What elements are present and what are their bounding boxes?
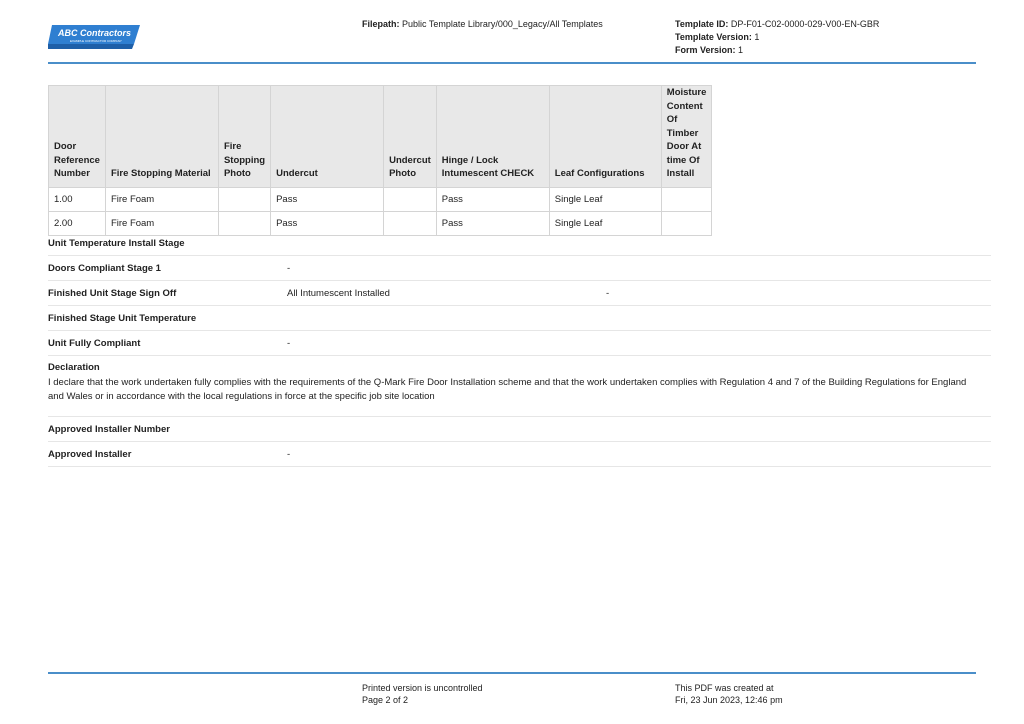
field-doors-compliant — [48, 256, 991, 281]
template-version-label: Template Version: — [675, 32, 752, 42]
form-version-label: Form Version: — [675, 45, 736, 55]
field-label: Doors Compliant Stage 1 — [48, 263, 161, 274]
door-table — [48, 85, 712, 236]
cell: Pass — [271, 211, 384, 235]
template-id-label: Template ID: — [675, 19, 729, 29]
cell: Fire Foam — [105, 211, 218, 235]
table-header-row — [49, 86, 712, 188]
logo-subtext: EXAMPLE CONTRACTOR COMPANY — [70, 39, 122, 43]
field-value: - — [287, 338, 291, 349]
field-label: Finished Unit Stage Sign Off — [48, 288, 177, 299]
col-undercut: Undercut — [271, 86, 384, 188]
template-version-value: 1 — [754, 32, 760, 42]
field-value: All Intumescent Installed — [287, 288, 390, 299]
footer-right-info — [675, 682, 783, 706]
field-installer-number — [48, 417, 991, 442]
header-divider — [48, 62, 976, 64]
cell: Pass — [436, 211, 549, 235]
page-number: Page 2 of 2 — [362, 695, 409, 705]
col-fire-stopping-material: Fire Stopping Material — [105, 86, 218, 188]
declaration-text: I declare that the work undertaken fully complies with the requirements of the Q-Mark Fire Door Installation scheme and that the work undertaken complies with Regulation 4 and 7 of the Building Regulations for England and Wales or in accordance with the local regulations in force at the specific job site location — [48, 377, 967, 402]
field-value: - — [287, 449, 291, 460]
cell: 2.00 — [49, 211, 106, 235]
filepath-label: Filepath: — [362, 19, 400, 29]
cell: Pass — [271, 187, 384, 211]
col-door-ref: Door Reference Number — [49, 86, 106, 188]
filepath-value: Public Template Library/000_Legacy/All Templates — [402, 19, 603, 29]
cell: Fire Foam — [105, 187, 218, 211]
col-undercut-photo: Undercut Photo — [384, 86, 437, 188]
logo-text: ABC Contractors — [58, 28, 132, 38]
field-unit-compliant — [48, 331, 991, 356]
field-label: Approved Installer Number — [48, 424, 170, 435]
field-installer — [48, 442, 991, 467]
company-logo — [48, 24, 140, 50]
template-id-value: DP-F01-C02-0000-029-V00-EN-GBR — [730, 19, 880, 29]
field-label: Approved Installer — [48, 449, 132, 460]
col-moisture: Moisture Content Of Timber Door At time Of Install — [661, 86, 712, 188]
col-leaf-config: Leaf Configurations — [549, 86, 661, 188]
field-value-secondary: - — [606, 288, 610, 299]
table-row — [49, 187, 712, 211]
cell: Single Leaf — [549, 211, 661, 235]
cell — [661, 187, 712, 211]
field-finished-temperature — [48, 306, 991, 331]
col-hinge-lock: Hinge / Lock Intumescent CHECK — [436, 86, 549, 188]
template-info — [675, 18, 879, 57]
field-label: Unit Temperature Install Stage — [48, 238, 185, 249]
footer-left-info — [362, 682, 483, 706]
cell: 1.00 — [49, 187, 106, 211]
created-timestamp: Fri, 23 Jun 2023, 12:46 pm — [675, 695, 783, 705]
footer-divider — [48, 672, 976, 674]
form-fields — [48, 231, 991, 467]
cell: Single Leaf — [549, 187, 661, 211]
field-finished-signoff — [48, 281, 991, 306]
declaration — [48, 356, 991, 417]
cell: Pass — [436, 187, 549, 211]
filepath — [362, 18, 603, 31]
field-value: - — [287, 263, 291, 274]
form-version-value: 1 — [738, 45, 744, 55]
col-fire-stopping-photo: Fire Stopping Photo — [218, 86, 270, 188]
field-label: Finished Stage Unit Temperature — [48, 313, 197, 324]
created-label: This PDF was created at — [675, 683, 774, 693]
field-label: Unit Fully Compliant — [48, 338, 141, 349]
uncontrolled-notice: Printed version is uncontrolled — [362, 683, 483, 693]
cell — [218, 187, 270, 211]
declaration-label: Declaration — [48, 362, 100, 373]
cell — [384, 187, 437, 211]
field-unit-temperature — [48, 231, 991, 256]
